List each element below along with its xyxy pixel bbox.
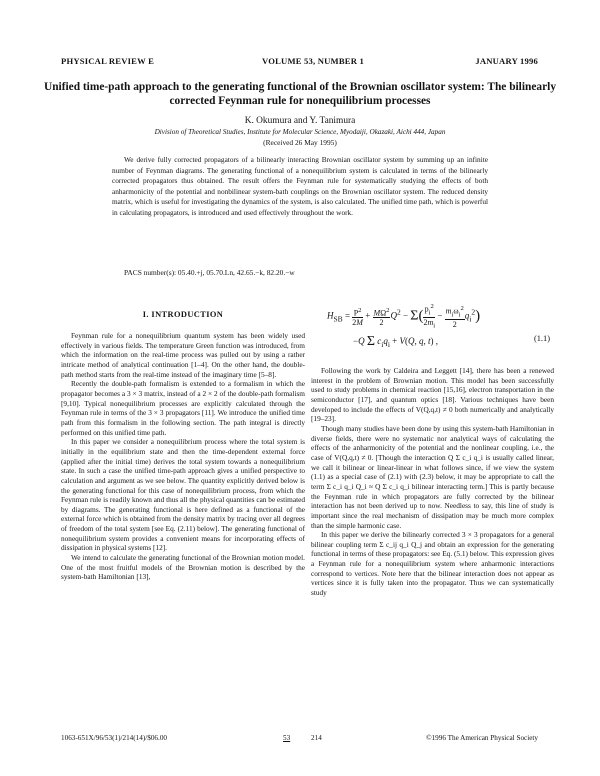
intro-paragraph: In this paper we derive the bilinearly corrected 3 × 3 propagators for a general bilinear coupling term Σ c_ij q_i Q_j and obtain an expression for the generating functional in terms of these propagators: see Eq. (5.1) below. This expression gives a Feynman rule for a nonequilibrium system where anharmonic interactions correspond to vertices. Note here that the bilinear interaction does not appear as vertices since it is fully taken into the propagator. Thus we can systematically study	[311, 530, 554, 598]
intro-paragraph: Following the work by Caldeira and Leggett [14], there has been a renewed interest in the problem of Brownian motion. This model has been successfully used to study problems in chemical reaction [15,16], electron transportation in the semiconductor [17], and quantum optics [18]. Various techniques have been developed to include the effects of V(Q,q,t) ≠ 0 both numerically and analytically [19–23].	[311, 366, 554, 424]
left-column	[61, 331, 305, 582]
paper-title: Unified time-path approach to the generating functional of the Brownian oscillator system: The bilinearly corrected Feynman rule for nonequilibrium processes	[43, 81, 557, 107]
volume-number: VOLUME 53, NUMBER 1	[262, 56, 364, 66]
abstract: We derive fully corrected propagators of a bilinearly interacting Brownian oscillator system by summing up an infinite number of Feynman diagrams. The generating functional of a nonequilibrium system is calculated in terms of the bilinearly corrected propagators thus obtained. The result offers the Feynman rule for systematically studying the effects of both anharmonicity of the potential and nonbilinear system-bath couplings on the Brownian oscillator system. The reduced density matrix, which is useful for investigating the dynamics of the system, is also calculated. The unified time path, which is powerful in calculating propagators, is introduced and used effectively throughout the work.	[112, 155, 488, 217]
hamiltonian-equation	[311, 296, 554, 360]
right-column	[311, 366, 554, 598]
copyright: ©1996 The American Physical Society	[426, 734, 538, 742]
equation-lhs-subscript: SB	[333, 314, 343, 324]
intro-paragraph: We intend to calculate the generating functional of the Brownian motion model. One of the most fruitful models of the Brownian motion is described by the system-bath Hamiltonian [13],	[61, 553, 305, 582]
equation-line-1: $H_{SB}$ = $\frac{P^2}{2M}$ + $\frac{M\Omega^2}{2}$ $Q^2 - \Sigma$( $\frac{p_i^2}{2m_i}$ − $\frac{m_i\omega_i^2}{2}$ $q_i^2$)	[327, 303, 481, 330]
issue-number: 53	[283, 734, 291, 742]
authors: K. Okumura and Y. Tanimura	[244, 116, 356, 126]
equation-line-2: −Q Σ $c_iq_i + V(Q$, q, t) ,	[353, 334, 439, 349]
intro-paragraph: Though many studies have been done by using this system-bath Hamiltonian in diverse fields, there were no systematic nor analytical ways of calculating the effects of the anharmonicity of the potential and the nonlinear coupling, i.e., the case of V(Q,q,t) ≠ 0. [Though the interaction Q Σ c_i q_i is usually called linear, we call it bilinear or linear-linear in what follows since, if we view the system (1.1) as a special case of (2.1) with (2.3) below, it may be appropriate to call the term Σ c_i q_i Q_i ≈ Q Σ c_i q_i bilinear interacting term.] This is partly because the Feynman rule in which propagators are fully corrected by the bilinear interaction has not been derived up to now. Needless to say, this line of study is important since the real mechanism of dissipation may be much more complex than the simple harmonic case.	[311, 423, 554, 530]
equation-number: (1.1)	[533, 334, 550, 343]
issue-date: JANUARY 1996	[475, 56, 538, 66]
issn-code: 1063-651X/96/53(1)/214(14)/$06.00	[61, 734, 168, 742]
affiliation: Division of Theoretical Studies, Institute for Molecular Science, Myodaiji, Okazaki, Aichi 444, Japan	[154, 128, 446, 136]
section-heading: I. INTRODUCTION	[142, 310, 224, 319]
intro-paragraph: Feynman rule for a nonequilibrium quantum system has been widely used effectively in various fields. The temperature Green function was introduced, from which the information on the real-time process was pulled out by using a rather intricate method of analytical continuation [1–4]. On the other hand, the double-path method starts from the real-time instead of the imaginary time [5–8].	[61, 331, 305, 379]
equation-lhs: H	[327, 310, 334, 321]
pacs-numbers: PACS number(s): 05.40.+j, 05.70.Ln, 42.65.−k, 82.20.−w	[124, 268, 295, 277]
page-number: 214	[311, 734, 322, 742]
intro-paragraph: In this paper we consider a nonequilibrium process where the total system is initially in the equilibrium state and then the time-dependent external force (applied after the initial time) derives the total system towards a nonequilibrium state. In such a case the unified time-path approach gives a unified perspective to calculation and argument as we see below. The quantity explicitly derived below is the generating functional for this case of nonequilibrium process, from which the Feynman rule is readily known and thus all the physical quantities can be estimated by diagrams. The generating functional is here defined as a functional of the external force which is obtained from the density matrix by tracing over all degrees of freedom of the total system [see Eq. (2.11) below]. The generating functional of nonequilibrium system provides a convenient means for incorporating effects of dissipation in physical systems [12].	[61, 437, 305, 553]
journal-name: PHYSICAL REVIEW E	[61, 56, 155, 66]
intro-paragraph: Recently the double-path formalism is extended to a formalism in which the propagator becomes a 3 × 3 matrix, instead of a 2 × 2 of the double-path formalism [9,10]. Typical nonequilibrium processes are explicitly calculated through the Feynman rule in terms of the 3 × 3 propagators [11]. We introduce the unified time path from this formalism in the following section. The path integral is directly performed on this unified time path.	[61, 379, 305, 437]
received-date: (Received 26 May 1995)	[263, 138, 337, 147]
